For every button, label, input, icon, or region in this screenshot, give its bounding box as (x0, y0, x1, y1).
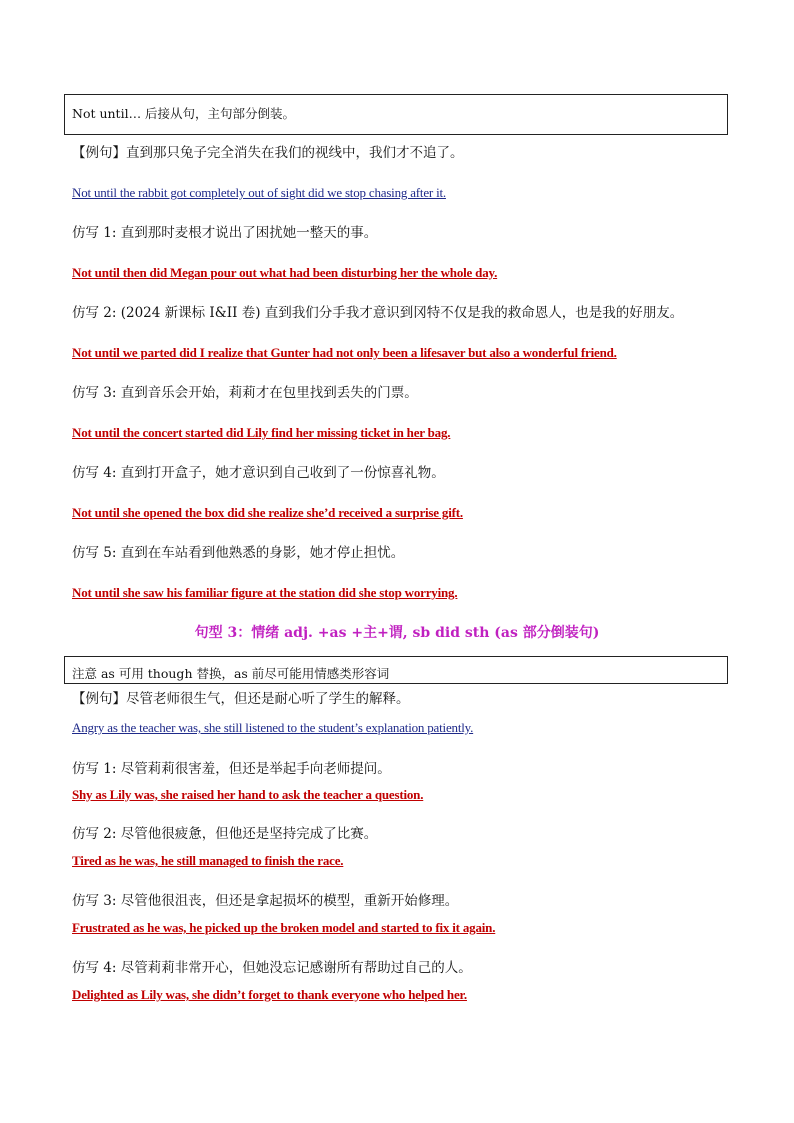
grammar-note: Not until… 后接从句，主句部分倒装。 (72, 106, 296, 121)
exercise-prompt: 仿写 5: 直到在车站看到他熟悉的身影，她才停止担忧。 (72, 545, 405, 561)
exercise-answer: Not until we parted did I realize that Gunter had not only been a lifesaver but also a wonderful friend. (72, 345, 617, 360)
exercise-prompt: 仿写 1: 尽管莉莉很害羞，但还是举起手向老师提问。 (72, 761, 391, 777)
exercise-prompt: 仿写 4: 尽管莉莉非常开心，但她没忘记感谢所有帮助过自己的人。 (72, 960, 472, 976)
exercise-answer: Tired as he was, he still managed to finish the race. (72, 853, 344, 868)
exercise-prompt: 仿写 3: 尽管他很沮丧，但还是拿起损坏的模型，重新开始修理。 (72, 893, 459, 909)
example-sentence-cn: 【例句】直到那只兔子完全消失在我们的视线中，我们才不追了。 (72, 145, 464, 161)
example-sentence-cn: 【例句】尽管老师很生气，但还是耐心听了学生的解释。 (72, 691, 410, 707)
exercise-answer: Not until she saw his familiar figure at the station did she stop worrying. (72, 585, 458, 600)
grammar-note-box (64, 94, 728, 135)
exercise-prompt: 仿写 1: 直到那时麦根才说出了困扰她一整天的事。 (72, 225, 378, 241)
exercise-answer: Frustrated as he was, he picked up the broken model and started to fix it again. (72, 920, 496, 935)
exercise-answer: Shy as Lily was, she raised her hand to ask the teacher a question. (72, 787, 424, 802)
exercise-answer: Not until then did Megan pour out what had been disturbing her the whole day. (72, 265, 498, 280)
exercise-prompt: 仿写 4: 直到打开盒子，她才意识到自己收到了一份惊喜礼物。 (72, 465, 445, 481)
exercise-answer: Delighted as Lily was, she didn’t forget to thank everyone who helped her. (72, 987, 467, 1002)
exercise-prompt: 仿写 3: 直到音乐会开始，莉莉才在包里找到丢失的门票。 (72, 385, 418, 401)
exercise-answer: Not until she opened the box did she realize she’d received a surprise gift. (72, 505, 463, 520)
exercise-answer: Not until the concert started did Lily find her missing ticket in her bag. (72, 425, 451, 440)
grammar-note-box (64, 656, 728, 684)
section-heading: 句型 3：情绪 adj. +as +主+谓, sb did sth (as 部分倒装句) (194, 625, 600, 641)
exercise-prompt: 仿写 2: 尽管他很疲惫，但他还是坚持完成了比赛。 (72, 826, 378, 842)
grammar-note: 注意 as 可用 though 替换，as 前尽可能用情感类形容词 (72, 666, 390, 681)
example-sentence-en: Not until the rabbit got completely out of sight did we stop chasing after it. (72, 185, 446, 200)
example-sentence-en: Angry as the teacher was, she still listened to the student’s explanation patiently. (72, 720, 474, 735)
exercise-prompt: 仿写 2: (2024 新课标 I&II 卷) 直到我们分手我才意识到冈特不仅是我的救命恩人，也是我的好朋友。 (72, 305, 684, 321)
